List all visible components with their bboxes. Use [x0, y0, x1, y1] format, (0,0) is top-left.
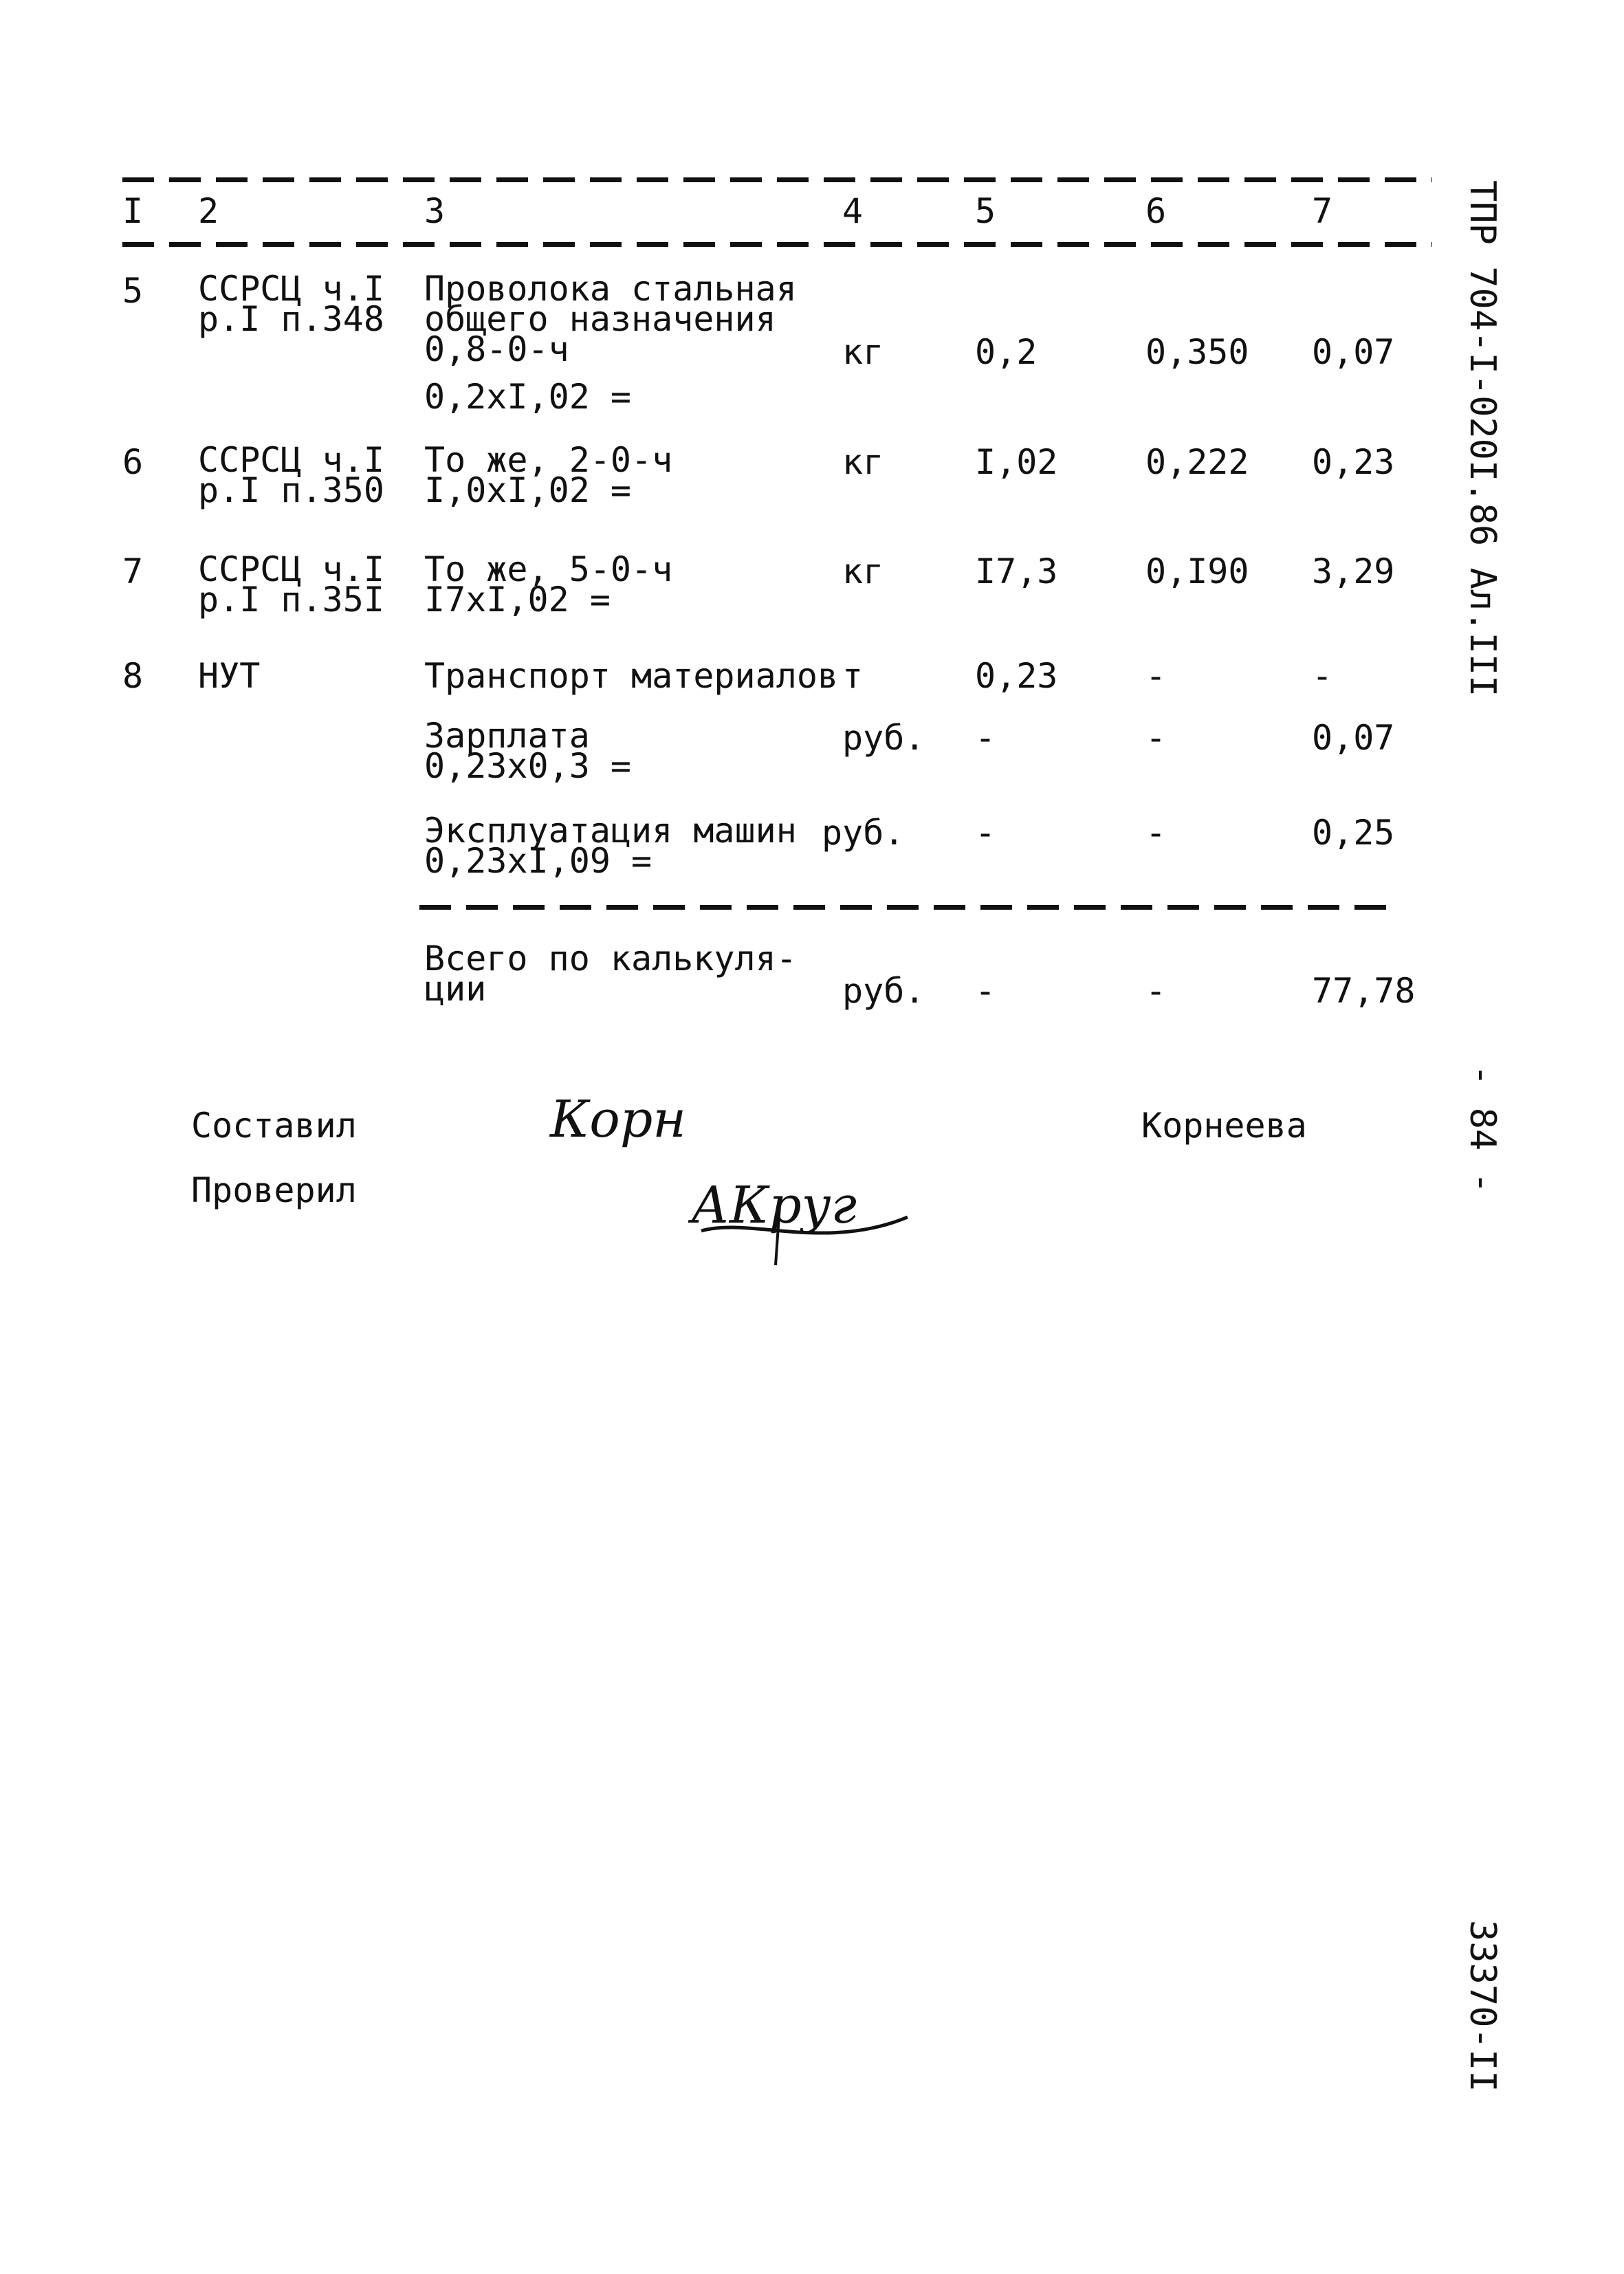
row-unit: кг	[842, 442, 884, 482]
row-qty: I,02	[975, 442, 1058, 482]
col-header-2: 2	[198, 191, 219, 231]
row-qty: I7,3	[975, 551, 1058, 591]
row-name: Зарплата 0,23х0,3 =	[424, 716, 632, 786]
row-unit: кг	[842, 332, 884, 372]
row-price: 0,222	[1145, 442, 1249, 482]
row-total: 0,23	[1312, 442, 1395, 482]
row-reference: ССРСЦ ч.I р.I п.348	[198, 269, 384, 339]
row-calc: 0,2хI,02 =	[424, 377, 632, 417]
row-name: Транспорт материалов	[424, 656, 839, 696]
row-unit: руб.	[822, 813, 905, 853]
row-reference: ССРСЦ ч.I р.I п.350	[198, 440, 384, 510]
header-bottom-rule	[122, 242, 1432, 247]
document-code: ТПР 704-I-020I.86 Ал.III	[1462, 180, 1503, 697]
summary-price: -	[1145, 971, 1167, 1011]
page-number: - 84 -	[1462, 1064, 1503, 1194]
row-reference: НУТ	[198, 656, 261, 696]
row-price: 0,I90	[1145, 551, 1249, 591]
row-total: 3,29	[1312, 551, 1395, 591]
row-number: 6	[122, 442, 144, 482]
row-reference: ССРСЦ ч.I р.I п.35I	[198, 549, 384, 620]
row-qty: -	[975, 813, 996, 853]
row-name: Проволока стальная общего назначения 0,8-0-ч	[424, 269, 797, 369]
checked-signature: АКруг	[691, 1176, 857, 1235]
row-qty: -	[975, 718, 996, 758]
compiled-name: Корнеева	[1141, 1106, 1307, 1146]
row-price: 0,350	[1145, 332, 1249, 372]
row-number: 8	[122, 656, 144, 696]
col-header-3: 3	[424, 191, 446, 231]
col-header-7: 7	[1312, 191, 1333, 231]
archive-number: 33370-II	[1462, 1920, 1503, 2092]
row-price: -	[1145, 656, 1167, 696]
compiled-signature: Корн	[550, 1090, 686, 1149]
col-header-4: 4	[842, 191, 864, 231]
row-unit: кг	[842, 551, 884, 591]
summary-name: Всего по калькуля- ции	[424, 939, 797, 1009]
row-name: То же, 2-0-ч I,0хI,02 =	[424, 440, 673, 510]
compiled-label: Составил	[191, 1106, 357, 1146]
row-number: 7	[122, 551, 144, 591]
row-name: То же, 5-0-ч I7хI,02 =	[424, 549, 673, 620]
row-unit: т	[842, 656, 864, 696]
signature-stroke	[701, 1217, 908, 1233]
row-price: -	[1145, 813, 1167, 853]
row-total: -	[1312, 656, 1333, 696]
signature-flourish	[688, 1169, 921, 1272]
row-price: -	[1145, 718, 1167, 758]
row-qty: 0,23	[975, 656, 1058, 696]
row-number: 5	[122, 271, 144, 311]
header-top-rule	[122, 177, 1432, 182]
summary-total: 77,78	[1312, 971, 1416, 1011]
row-name: Эксплуатация машин 0,23хI,09 =	[424, 811, 797, 881]
col-header-1: I	[122, 191, 144, 231]
col-header-6: 6	[1145, 191, 1167, 231]
row-total: 0,07	[1312, 332, 1395, 372]
row-qty: 0,2	[975, 332, 1038, 372]
checked-label: Проверил	[191, 1170, 357, 1210]
summary-qty: -	[975, 971, 996, 1011]
row-unit: руб.	[842, 718, 925, 758]
row-total: 0,07	[1312, 718, 1395, 758]
row-total: 0,25	[1312, 813, 1395, 853]
summary-unit: руб.	[842, 971, 925, 1011]
col-header-5: 5	[975, 191, 996, 231]
summary-rule	[419, 905, 1396, 910]
